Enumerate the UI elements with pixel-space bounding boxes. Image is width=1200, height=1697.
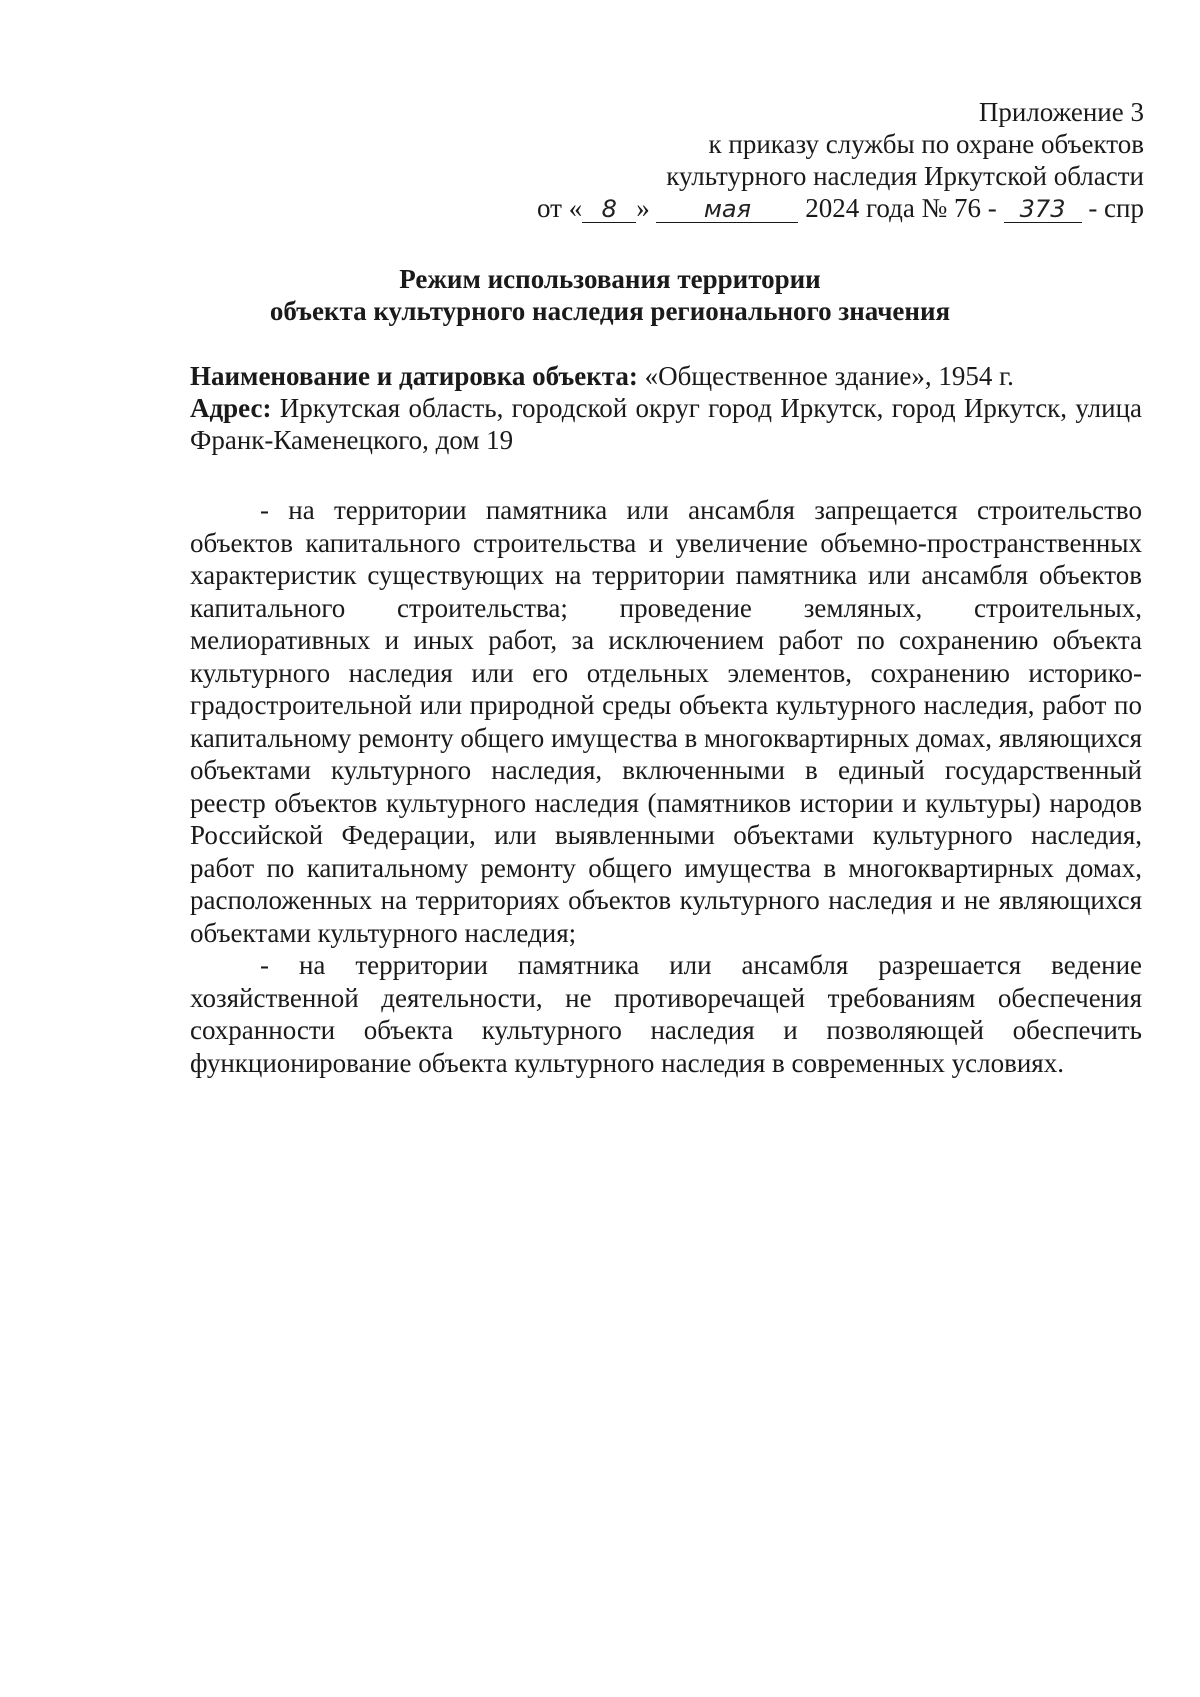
title-line-2: объекта культурного наследия регионального значения: [269, 296, 951, 326]
appendix-title: Приложение 3: [978, 97, 1144, 127]
prohibition-paragraph: - на территории памятника или ансамбля запрещается строительство объектов капитального строительства и увеличение объемно-пространственных характеристик существующих на территории памятника или ансамбля объектов капитального строительства; проведение земляных, строительных, мелиоративных и иных работ, за исключением работ по сохранению объекта культурного наследия или его отдельных элементов, сохранению историко-градостроительной или природной среды объекта культурного наследия, работ по капитальному ремонту общего имущества в многоквартирных домах, являющихся объектами культурного наследия, включенными в единый государственный реестр объектов культурного наследия (памятников истории и культуры) народов Российской Федерации, или выявленными объектами культурного наследия, работ по капитальному ремонту общего имущества в многоквартирных домах, расположенных на территориях объектов культурного наследия и не являющихся объектами культурного наследия;: [190, 495, 1142, 948]
handwritten-month: мая: [656, 196, 798, 223]
date-year: 2024 года № 76 -: [805, 193, 997, 223]
object-address-label: Адрес:: [190, 393, 272, 423]
date-prefix: от «: [537, 193, 583, 223]
handwritten-order-number: 373: [1004, 196, 1082, 223]
regime-text: [190, 494, 1142, 1079]
date-mid: »: [636, 193, 650, 223]
appendix-header: [537, 96, 1144, 224]
object-name-label: Наименование и датировка объекта:: [190, 361, 638, 391]
object-address-value: Иркутская область, городской округ город Иркутск, город Иркутск, улица Франк-Каменецкого, дом 19: [190, 393, 1142, 455]
handwritten-day: 8: [582, 196, 636, 223]
document-title: [170, 263, 1050, 327]
order-suffix: - спр: [1088, 193, 1144, 223]
appendix-authority: культурного наследия Иркутской области: [666, 161, 1144, 191]
object-info: [190, 360, 1142, 456]
title-line-1: Режим использования территории: [399, 264, 821, 294]
order-date-line: [537, 192, 1144, 224]
object-name-value: «Общественное здание», 1954 г.: [644, 361, 1014, 391]
object-name-row: [190, 360, 1142, 392]
permission-paragraph: - на территории памятника или ансамбля разрешается ведение хозяйственной деятельности, не противоречащей требованиям обеспечения сохранности объекта культурного наследия и позволяющей обеспечить функционирование объекта культурного наследия в современных условиях.: [190, 950, 1142, 1078]
appendix-order-ref: к приказу службы по охране объектов: [708, 129, 1144, 159]
object-address-row: [190, 392, 1142, 456]
